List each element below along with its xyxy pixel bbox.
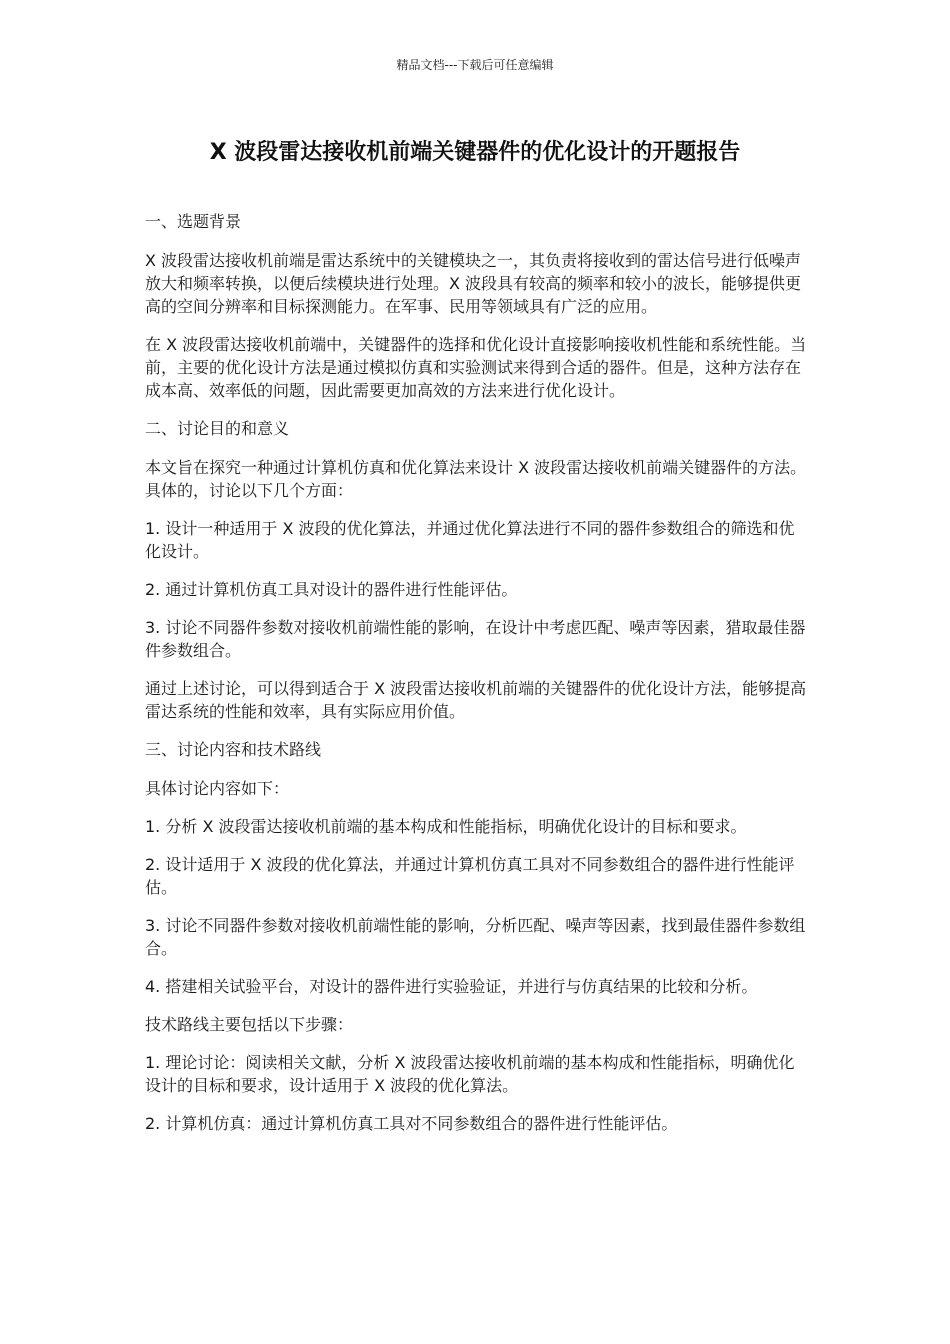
list-item: 4. 搭建相关试验平台，对设计的器件进行实验验证，并进行与仿真结果的比较和分析。: [145, 977, 758, 996]
list-item: 1. 设计一种适用于 X 波段的优化算法，并通过优化算法进行不同的器件参数组合的筛选和优化设计。: [145, 519, 795, 561]
paragraph: 具体讨论内容如下：: [145, 779, 290, 798]
document-title: X 波段雷达接收机前端关键器件的优化设计的开题报告: [209, 140, 741, 165]
section-heading-purpose: 二、讨论目的和意义: [145, 419, 290, 438]
list-item: 2. 计算机仿真：通过计算机仿真工具对不同参数组合的器件进行性能评估。: [145, 1114, 678, 1133]
list-item: 3. 讨论不同器件参数对接收机前端性能的影响，在设计中考虑匹配、噪声等因素，猎取最佳器件参数组合。: [145, 618, 806, 660]
paragraph: 本文旨在探究一种通过计算机仿真和优化算法来设计 X 波段雷达接收机前端关键器件的方法。具体的，讨论以下几个方面：: [145, 458, 807, 500]
paragraph: 通过上述讨论，可以得到适合于 X 波段雷达接收机前端的关键器件的优化设计方法，能够提高雷达系统的性能和效率，具有实际应用价值。: [145, 679, 807, 721]
section-heading-background: 一、选题背景: [145, 212, 242, 231]
document-body: [145, 210, 810, 1150]
paragraph: 技术路线主要包括以下步骤：: [145, 1015, 354, 1034]
list-item: 1. 理论讨论：阅读相关文献，分析 X 波段雷达接收机前端的基本构成和性能指标，明确优化设计的目标和要求，设计适用于 X 波段的优化算法。: [145, 1053, 795, 1095]
header-note: 精品文档---下载后可任意编辑: [396, 58, 554, 72]
paragraph: 在 X 波段雷达接收机前端中，关键器件的选择和优化设计直接影响接收机性能和系统性能。当前，主要的优化设计方法是通过模拟仿真和实验测试来得到合适的器件。但是，这种方法存在成本高、效率低的问题，因此需要更加高效的方法来进行优化设计。: [145, 335, 807, 400]
list-item: 2. 设计适用于 X 波段的优化算法，并通过计算机仿真工具对不同参数组合的器件进行性能评估。: [145, 855, 795, 897]
list-item: 1. 分析 X 波段雷达接收机前端的基本构成和性能指标，明确优化设计的目标和要求。: [145, 817, 747, 836]
paragraph: X 波段雷达接收机前端是雷达系统中的关键模块之一，其负责将接收到的雷达信号进行低噪声放大和频率转换，以便后续模块进行处理。X 波段具有较高的频率和较小的波长，能够提供更高的空间分辨率和目标探测能力。在军事、民用等领域具有广泛的应用。: [145, 251, 802, 316]
list-item: 2. 通过计算机仿真工具对设计的器件进行性能评估。: [145, 580, 518, 599]
list-item: 3. 讨论不同器件参数对接收机前端性能的影响，分析匹配、噪声等因素，找到最佳器件参数组合。: [145, 916, 806, 958]
section-heading-content: 三、讨论内容和技术路线: [145, 740, 322, 759]
